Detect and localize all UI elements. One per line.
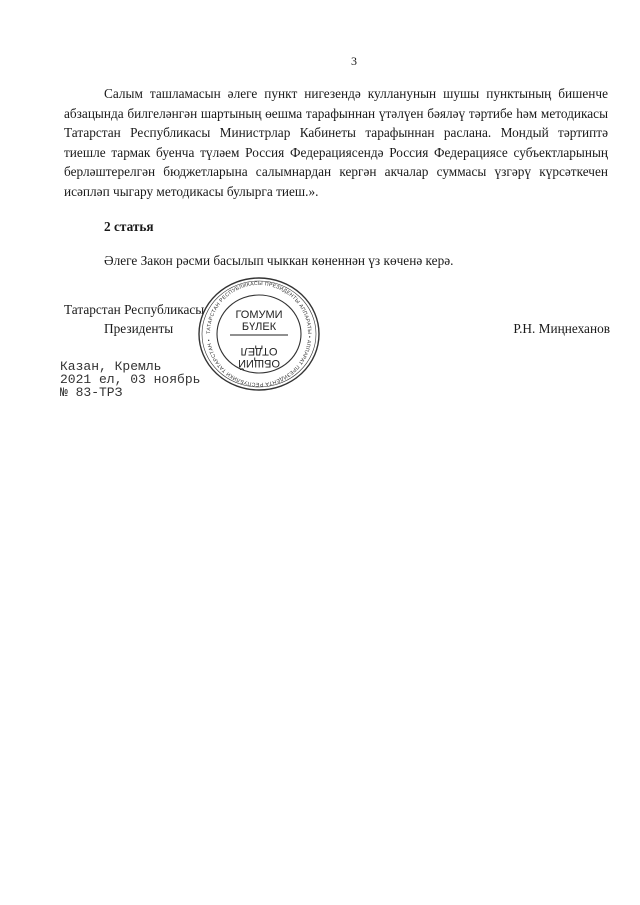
- issue-number: № 83-ТРЗ: [60, 385, 123, 400]
- seal-center-line-2: БҮЛЕК: [241, 321, 277, 333]
- seal-center-line-4: ОБЩИЙ: [238, 357, 280, 369]
- body-paragraph-2: Әлеге Закон рәсми басылып чыккан көненнән үз көченә керә.: [104, 253, 454, 268]
- article-heading: 2 статья: [104, 219, 154, 234]
- signature-title-line-1: Татарстан Республикасы: [64, 302, 205, 317]
- issue-info: [60, 360, 200, 399]
- seal-ring-text: ТАТАРСТАН РЕСПУБЛИКАСЫ ПРЕЗИДЕНТЫ АППАРАТЫ • АППАРАТ ПРЕЗИДЕНТА РЕСПУБЛИКИ ТАТАРСТАН •: [205, 280, 313, 388]
- issue-date: 2021 ел, 03 ноябрь: [60, 372, 201, 387]
- seal-outer-ring-inner-line: [202, 281, 316, 387]
- body-paragraph-1: Салым ташламасын әлеге пункт нигезендә кулланунын шушы пунктының бишенче абзацында билгеләнгән шартының өешма тарафыннан үтәлүен бәяләү тәртибе һәм методикасы Татарстан Республикасы Министрлар Кабинеты тарафыннан раслана. Мондый тәртиптә тиешле тармак буенча түләем Россия Федерациясендә Россия Федерациясе субъектларының берләштерелгән бюджетларына салымнардан кергән акчалар суммасы үзгәрү күрсәткечен исәпләп чыгару методикасы булырга тиеш.».: [64, 86, 608, 199]
- seal-center-line-3: ОТДЕЛ: [240, 345, 278, 357]
- seal-center-line-1: ГОМУМИ: [235, 309, 283, 321]
- page-number: 3: [351, 54, 357, 68]
- issue-place: Казан, Кремль: [60, 359, 162, 374]
- official-seal-stamp: [196, 276, 322, 392]
- signature-title-line-2: Президенты: [104, 321, 174, 336]
- signatory-name: Р.Н. Миңнеханов: [513, 321, 610, 336]
